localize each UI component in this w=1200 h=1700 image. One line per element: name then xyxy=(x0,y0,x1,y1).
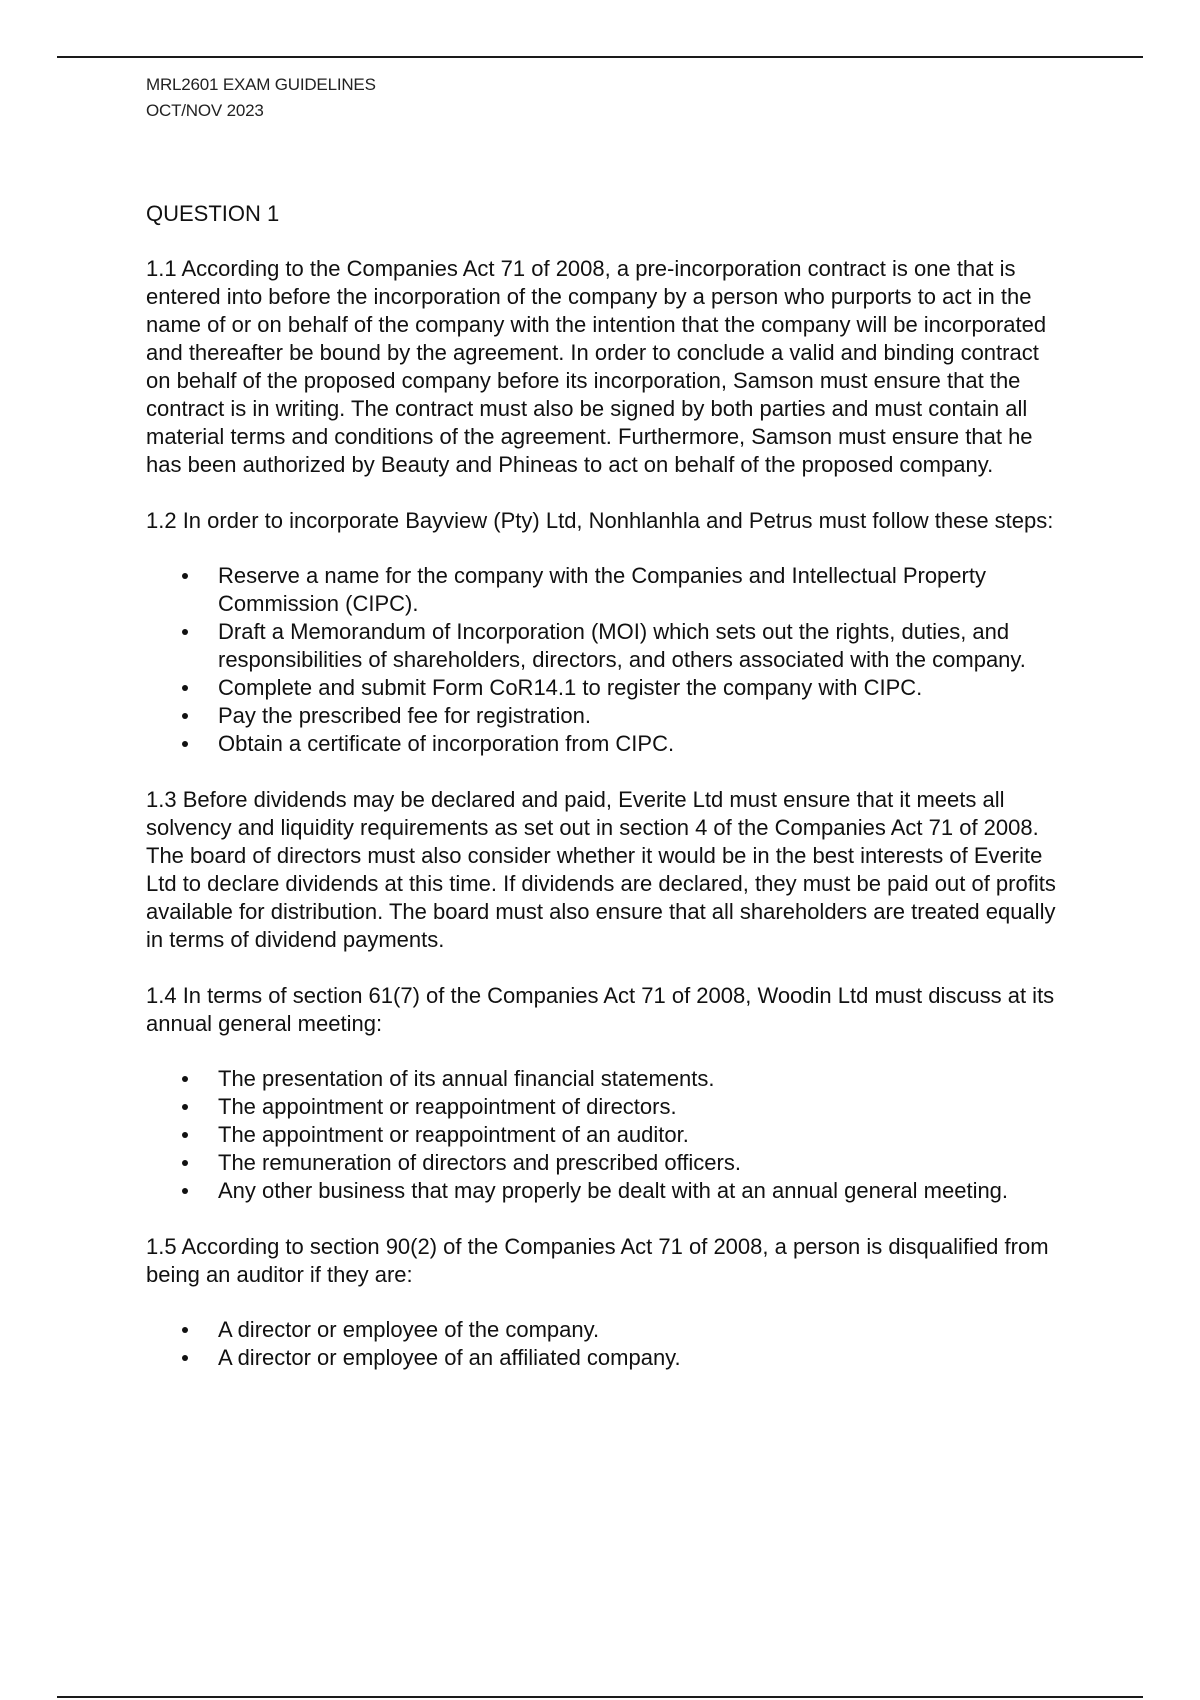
list-item: Complete and submit Form CoR14.1 to register the company with CIPC. xyxy=(218,674,1066,702)
answer-1-5-disqualifications xyxy=(146,1316,1066,1372)
document-body xyxy=(146,200,1066,1400)
bullet-icon xyxy=(182,573,188,579)
header-exam-date: OCT/NOV 2023 xyxy=(146,101,264,120)
bullet-icon xyxy=(182,1132,188,1138)
bullet-icon xyxy=(182,1355,188,1361)
bullet-icon xyxy=(182,1076,188,1082)
bullet-icon xyxy=(182,1327,188,1333)
header-course-title: MRL2601 EXAM GUIDELINES xyxy=(146,75,376,94)
document-header xyxy=(146,72,376,124)
bullet-icon xyxy=(182,741,188,747)
bullet-icon xyxy=(182,1160,188,1166)
list-item: The appointment or reappointment of an auditor. xyxy=(218,1121,1066,1149)
answer-1-4-agenda xyxy=(146,1065,1066,1205)
question-heading: QUESTION 1 xyxy=(146,201,280,226)
list-item: The remuneration of directors and prescribed officers. xyxy=(218,1149,1066,1177)
list-item: Obtain a certificate of incorporation from CIPC. xyxy=(218,730,1066,758)
bottom-rule xyxy=(57,1696,1143,1698)
list-item: The presentation of its annual financial statements. xyxy=(218,1065,1066,1093)
bullet-icon xyxy=(182,629,188,635)
top-rule xyxy=(57,56,1143,58)
list-item: Draft a Memorandum of Incorporation (MOI) which sets out the rights, duties, and responsibilities of shareholders, directors, and others associated with the company. xyxy=(218,618,1066,674)
answer-1-1: 1.1 According to the Companies Act 71 of 2008, a pre-incorporation contract is one that is entered into before the incorporation of the company by a person who purports to act in the name of or on behalf of the company with the intention that the company will be incorporated and thereafter be bound by the agreement. In order to conclude a valid and binding contract on behalf of the proposed company before its incorporation, Samson must ensure that the contract is in writing. The contract must also be signed by both parties and must contain all material terms and conditions of the agreement. Furthermore, Samson must ensure that he has been authorized by Beauty and Phineas to act on behalf of the proposed company. xyxy=(146,256,1047,477)
answer-1-2-intro: 1.2 In order to incorporate Bayview (Pty) Ltd, Nonhlanhla and Petrus must follow these steps: xyxy=(146,508,1054,533)
list-item: Pay the prescribed fee for registration. xyxy=(218,702,1066,730)
bullet-icon xyxy=(182,685,188,691)
bullet-icon xyxy=(182,1188,188,1194)
bullet-icon xyxy=(182,713,188,719)
list-item: The appointment or reappointment of directors. xyxy=(218,1093,1066,1121)
answer-1-5-intro: 1.5 According to section 90(2) of the Companies Act 71 of 2008, a person is disqualified from being an auditor if they are: xyxy=(146,1234,1049,1287)
list-item: A director or employee of an affiliated company. xyxy=(218,1344,1066,1372)
list-item: Reserve a name for the company with the Companies and Intellectual Property Commission (CIPC). xyxy=(218,562,1066,618)
bullet-icon xyxy=(182,1104,188,1110)
answer-1-2-steps xyxy=(146,562,1066,758)
answer-1-4-intro: 1.4 In terms of section 61(7) of the Companies Act 71 of 2008, Woodin Ltd must discuss at its annual general meeting: xyxy=(146,983,1055,1036)
list-item: A director or employee of the company. xyxy=(218,1316,1066,1344)
list-item: Any other business that may properly be dealt with at an annual general meeting. xyxy=(218,1177,1066,1205)
answer-1-3: 1.3 Before dividends may be declared and paid, Everite Ltd must ensure that it meets all solvency and liquidity requirements as set out in section 4 of the Companies Act 71 of 2008. The board of directors must also consider whether it would be in the best interests of Everite Ltd to declare dividends at this time. If dividends are declared, they must be paid out of profits available for distribution. The board must also ensure that all shareholders are treated equally in terms of dividend payments. xyxy=(146,787,1056,952)
